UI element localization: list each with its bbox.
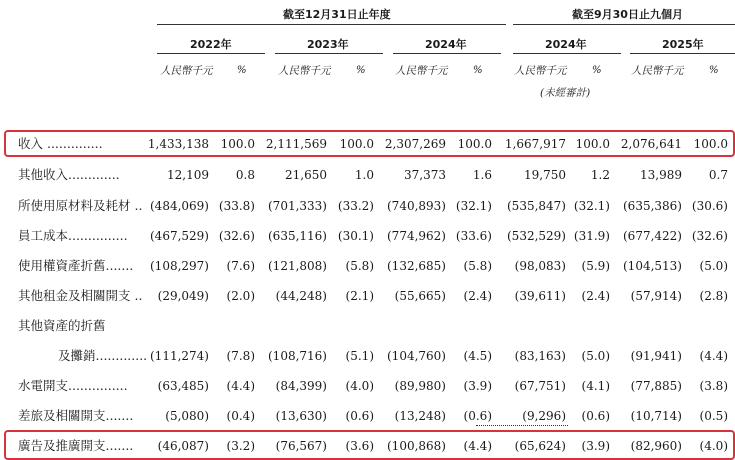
amount-cell-2022: 12,109: [167, 168, 209, 182]
pct-cell-2025-9m: (3.8): [699, 379, 728, 393]
pct-cell-2023: (0.6): [345, 409, 374, 423]
amount-cell-2024-9m: (532,529): [507, 229, 566, 243]
row-label: 其他收入.............: [18, 167, 120, 182]
pct-cell-2025-9m: 0.7: [708, 168, 728, 182]
pct-cell-2024-9m: 100.0: [575, 137, 610, 151]
year-header-2024-9m: 2024年: [545, 38, 587, 51]
amount-cell-2024-9m: 19,750: [524, 168, 566, 182]
pct-cell-2025-9m: (2.8): [699, 289, 728, 303]
pct-label: %: [473, 65, 483, 76]
amount-cell-2025-9m: (57,914): [630, 289, 682, 303]
pct-cell-2025-9m: (30.6): [691, 199, 728, 213]
amount-cell-2022: (108,297): [150, 259, 209, 273]
pct-cell-2022: 0.8: [235, 168, 255, 182]
unit-label: 人民幣千元: [278, 65, 331, 77]
pct-cell-2022: (3.2): [226, 439, 255, 453]
amount-cell-2023: (635,116): [268, 229, 327, 243]
amount-cell-2024: (100,868): [387, 439, 446, 453]
row-label: 員工成本...............: [18, 228, 128, 243]
year-header-2025-9m: 2025年: [662, 38, 704, 51]
amount-cell-2025-9m: 2,076,641: [620, 137, 682, 151]
year-rule-2023: [275, 53, 383, 54]
amount-cell-2024-9m: (98,083): [514, 259, 566, 273]
amount-cell-2022: (63,485): [157, 379, 209, 393]
amount-cell-2023: (121,808): [268, 259, 327, 273]
amount-cell-2024-9m: (535,847): [507, 199, 566, 213]
amount-cell-2025-9m: (10,714): [630, 409, 682, 423]
pct-cell-2022: (7.6): [226, 259, 255, 273]
amount-cell-2025-9m: (635,386): [623, 199, 682, 213]
amount-cell-2025-9m: (82,960): [630, 439, 682, 453]
amount-cell-2025-9m: (104,513): [623, 259, 682, 273]
pct-cell-2025-9m: 100.0: [693, 137, 728, 151]
year-header-2022: 2022年: [190, 38, 232, 51]
pct-cell-2023: (5.8): [345, 259, 374, 273]
header-fy-group: 截至12月31日止年度: [283, 8, 391, 21]
amount-cell-2023: (84,399): [275, 379, 327, 393]
row-label: 差旅及相關開支.......: [18, 408, 134, 423]
amount-cell-2023: (701,333): [268, 199, 327, 213]
pct-cell-2025-9m: (0.5): [699, 409, 728, 423]
row-label: 及攤銷.............: [58, 348, 148, 363]
pct-cell-2023: (5.1): [345, 349, 374, 363]
header-9m-rule: [513, 24, 735, 25]
row-label: 其他租金及相關開支 ..: [18, 288, 143, 303]
pct-cell-2024: (4.5): [463, 349, 492, 363]
pct-cell-2023: 100.0: [339, 137, 374, 151]
amount-cell-2024-9m: (9,296): [522, 409, 566, 423]
row-label: 收入 ..............: [18, 136, 103, 151]
pct-cell-2022: (33.8): [218, 199, 255, 213]
pct-cell-2022: (32.6): [218, 229, 255, 243]
pct-cell-2024: (2.4): [463, 289, 492, 303]
row-label: 其他資產的折舊: [18, 318, 106, 333]
amount-cell-2024: (740,893): [387, 199, 446, 213]
amount-cell-2024: 2,307,269: [384, 137, 446, 151]
pct-cell-2024: 1.6: [472, 168, 492, 182]
unit-label: 人民幣千元: [395, 65, 448, 77]
unit-label: 人民幣千元: [514, 65, 567, 77]
amount-cell-2025-9m: 13,989: [640, 168, 682, 182]
amount-cell-2022: (46,087): [157, 439, 209, 453]
amount-cell-2024-9m: (65,624): [514, 439, 566, 453]
amount-cell-2022: (5,080): [165, 409, 209, 423]
amount-cell-2024: (55,665): [394, 289, 446, 303]
row-label: 所使用原材料及耗材 ..: [18, 198, 143, 213]
row-label: 廣告及推廣開支.......: [18, 438, 134, 453]
pct-cell-2023: (2.1): [345, 289, 374, 303]
pct-label: %: [592, 65, 602, 76]
pct-cell-2025-9m: (32.6): [691, 229, 728, 243]
pct-cell-2022: (0.4): [226, 409, 255, 423]
amount-cell-2024: (89,980): [394, 379, 446, 393]
amount-cell-2024-9m: (83,163): [514, 349, 566, 363]
row-label: 使用權資產折舊.......: [18, 258, 134, 273]
unit-label: 人民幣千元: [631, 65, 684, 77]
pct-cell-2025-9m: (4.0): [699, 439, 728, 453]
year-header-2023: 2023年: [307, 38, 349, 51]
pct-cell-2024-9m: (5.0): [581, 349, 610, 363]
pct-cell-2024-9m: 1.2: [590, 168, 610, 182]
pct-cell-2023: 1.0: [354, 168, 374, 182]
amount-cell-2022: (29,049): [157, 289, 209, 303]
amount-cell-2023: (13,630): [275, 409, 327, 423]
pct-cell-2024-9m: (0.6): [581, 409, 610, 423]
pct-cell-2024: 100.0: [457, 137, 492, 151]
year-header-2024: 2024年: [425, 38, 467, 51]
amount-cell-2025-9m: (77,885): [630, 379, 682, 393]
pct-cell-2024-9m: (4.1): [581, 379, 610, 393]
pct-label: %: [709, 65, 719, 76]
year-rule-2024: [393, 53, 501, 54]
amount-cell-2025-9m: (91,941): [630, 349, 682, 363]
amount-cell-2024: 37,373: [404, 168, 446, 182]
amount-cell-2024: (13,248): [394, 409, 446, 423]
row-label: 水電開支...............: [18, 378, 128, 393]
year-rule-2024-9m: [513, 53, 621, 54]
amount-cell-2023: 21,650: [285, 168, 327, 182]
pct-cell-2024-9m: (31.9): [573, 229, 610, 243]
pct-cell-2025-9m: (4.4): [699, 349, 728, 363]
amount-cell-2023: 2,111,569: [265, 137, 327, 151]
dotted-underline: [476, 425, 568, 426]
unaudited-note: (未經審計): [540, 87, 591, 99]
pct-cell-2024-9m: (32.1): [573, 199, 610, 213]
header-9m-group: 截至9月30日止九個月: [572, 8, 683, 21]
pct-cell-2023: (33.2): [337, 199, 374, 213]
amount-cell-2022: 1,433,138: [147, 137, 209, 151]
amount-cell-2022: (111,274): [150, 349, 209, 363]
pct-cell-2024: (3.9): [463, 379, 492, 393]
pct-cell-2024: (32.1): [455, 199, 492, 213]
pct-cell-2024: (5.8): [463, 259, 492, 273]
amount-cell-2024-9m: (67,751): [514, 379, 566, 393]
year-rule-2025-9m: [630, 53, 735, 54]
pct-cell-2023: (4.0): [345, 379, 374, 393]
pct-cell-2025-9m: (5.0): [699, 259, 728, 273]
amount-cell-2023: (76,567): [275, 439, 327, 453]
unit-label: 人民幣千元: [160, 65, 213, 77]
pct-cell-2024: (0.6): [463, 409, 492, 423]
pct-label: %: [356, 65, 366, 76]
pct-cell-2024: (4.4): [463, 439, 492, 453]
pct-cell-2024-9m: (5.9): [581, 259, 610, 273]
pct-cell-2023: (3.6): [345, 439, 374, 453]
pct-label: %: [237, 65, 247, 76]
pct-cell-2023: (30.1): [337, 229, 374, 243]
amount-cell-2023: (108,716): [268, 349, 327, 363]
amount-cell-2023: (44,248): [275, 289, 327, 303]
header-fy-rule: [157, 24, 506, 25]
amount-cell-2024-9m: (39,611): [514, 289, 566, 303]
year-rule-2022: [157, 53, 265, 54]
pct-cell-2022: (4.4): [226, 379, 255, 393]
pct-cell-2024-9m: (3.9): [581, 439, 610, 453]
pct-cell-2024-9m: (2.4): [581, 289, 610, 303]
amount-cell-2022: (484,069): [150, 199, 209, 213]
amount-cell-2024: (132,685): [387, 259, 446, 273]
amount-cell-2022: (467,529): [150, 229, 209, 243]
amount-cell-2025-9m: (677,422): [623, 229, 682, 243]
amount-cell-2024-9m: 1,667,917: [504, 137, 566, 151]
pct-cell-2022: (7.8): [226, 349, 255, 363]
pct-cell-2024: (33.6): [455, 229, 492, 243]
amount-cell-2024: (774,962): [387, 229, 446, 243]
amount-cell-2024: (104,760): [387, 349, 446, 363]
pct-cell-2022: (2.0): [226, 289, 255, 303]
pct-cell-2022: 100.0: [220, 137, 255, 151]
